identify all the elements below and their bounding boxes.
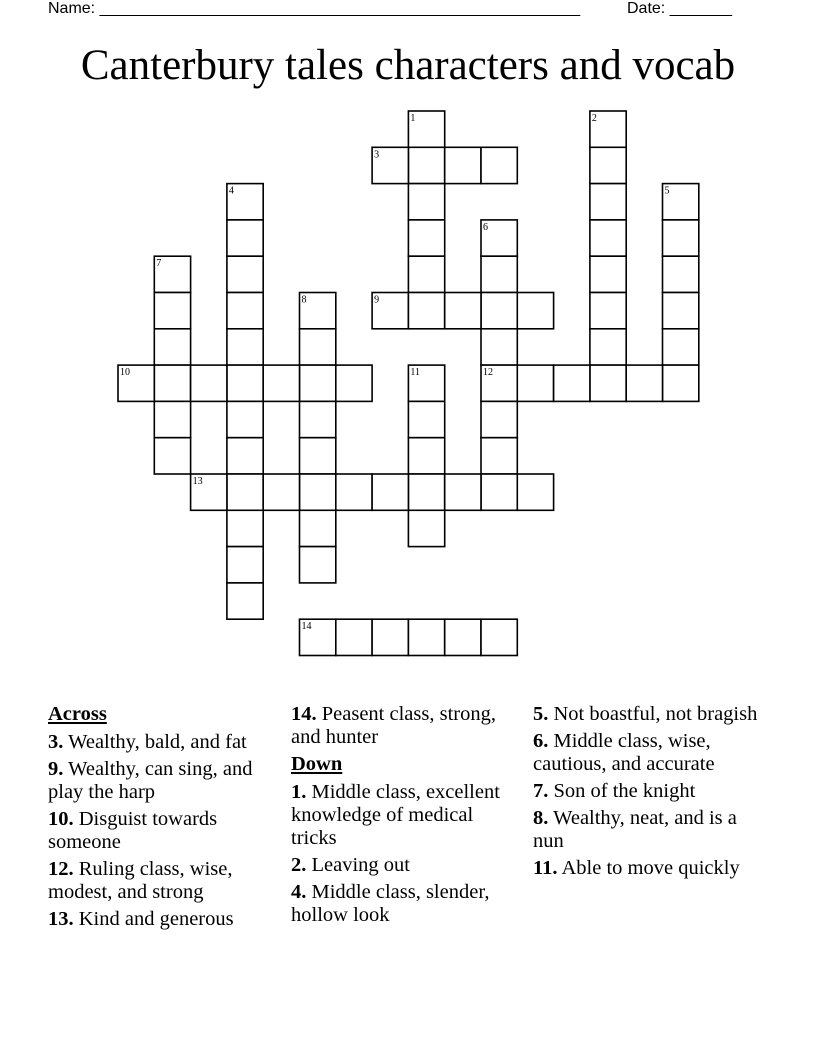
grid-cell[interactable] <box>445 474 481 510</box>
page-title: Canterbury tales characters and vocab <box>80 42 736 89</box>
grid-cell[interactable] <box>154 329 190 365</box>
clue-number-4: 4 <box>228 185 234 197</box>
grid-cell[interactable] <box>590 329 626 365</box>
grid-cell[interactable] <box>227 438 263 474</box>
grid-cell[interactable] <box>300 401 336 437</box>
grid-cell[interactable] <box>300 474 336 510</box>
grid-cell[interactable] <box>481 401 517 437</box>
grid-cell[interactable] <box>517 474 553 510</box>
clue-down-6: 6. Middle class, wise, cautious, and accurate <box>533 730 715 775</box>
grid-cell[interactable] <box>481 147 517 183</box>
grid-cell[interactable] <box>663 256 699 292</box>
clues-column-1 <box>48 703 278 935</box>
clue-down-5: 5. Not boastful, not bragish <box>533 703 758 725</box>
down-heading: Down <box>291 753 343 775</box>
grid-cell[interactable] <box>663 220 699 256</box>
grid-cell[interactable] <box>408 220 444 256</box>
grid-cell[interactable] <box>590 184 626 220</box>
grid-cell[interactable] <box>227 510 263 546</box>
grid-cell[interactable] <box>336 619 372 655</box>
grid-cell[interactable] <box>227 329 263 365</box>
grid-cell[interactable] <box>481 619 517 655</box>
grid-cell[interactable] <box>517 365 553 401</box>
grid-cell[interactable] <box>227 220 263 256</box>
grid-cell[interactable] <box>300 329 336 365</box>
grid-cell[interactable] <box>481 329 517 365</box>
grid-cell[interactable] <box>227 256 263 292</box>
grid-cell[interactable] <box>154 438 190 474</box>
grid-cell[interactable] <box>445 619 481 655</box>
grid-cell[interactable] <box>300 438 336 474</box>
clue-across-14: 14. Peasent class, strong, and hunter <box>291 703 496 748</box>
clue-down-1: 1. Middle class, excellent knowledge of medical tricks <box>291 781 500 849</box>
clue-number-8: 8 <box>301 294 307 306</box>
grid-cell[interactable] <box>445 147 481 183</box>
grid-cell[interactable] <box>263 365 299 401</box>
grid-cell[interactable] <box>227 474 263 510</box>
grid-cell[interactable] <box>517 293 553 329</box>
clue-down-8: 8. Wealthy, neat, and is a nun <box>533 807 737 852</box>
grid-cell[interactable] <box>263 474 299 510</box>
grid-cell[interactable] <box>590 256 626 292</box>
grid-cell[interactable] <box>336 365 372 401</box>
grid-cell[interactable] <box>590 147 626 183</box>
grid-cell[interactable] <box>590 293 626 329</box>
clue-number-13: 13 <box>192 476 203 487</box>
clue-number-2: 2 <box>591 113 597 124</box>
grid-cell[interactable] <box>554 365 590 401</box>
clue-number-9: 9 <box>374 294 380 306</box>
grid-cell[interactable] <box>300 365 336 401</box>
clue-down-11: 11. Able to move quickly <box>533 857 740 879</box>
grid-cell[interactable] <box>227 293 263 329</box>
clue-down-7: 7. Son of the knight <box>533 780 696 802</box>
clue-down-2: 2. Leaving out <box>291 854 410 876</box>
grid-cell[interactable] <box>408 619 444 655</box>
clue-number-11: 11 <box>410 367 421 379</box>
grid-cell[interactable] <box>372 474 408 510</box>
grid-cell[interactable] <box>227 583 263 619</box>
clue-number-3: 3 <box>374 149 380 161</box>
grid-cell[interactable] <box>227 365 263 401</box>
grid-cell[interactable] <box>408 293 444 329</box>
name-field-label: Name: ______________________________________________________ <box>48 0 581 17</box>
clues-column-2 <box>291 703 523 931</box>
grid-cell[interactable] <box>191 365 227 401</box>
grid-cell[interactable] <box>408 256 444 292</box>
grid-cell[interactable] <box>154 293 190 329</box>
grid-cell[interactable] <box>590 220 626 256</box>
clue-across-13: 13. Kind and generous <box>48 908 234 930</box>
clue-down-4: 4. Middle class, slender, hollow look <box>291 881 490 926</box>
grid-cell[interactable] <box>300 547 336 583</box>
clue-number-12: 12 <box>483 367 493 379</box>
grid-cell[interactable] <box>154 365 190 401</box>
clue-number-10: 10 <box>120 367 130 379</box>
grid-cell[interactable] <box>408 510 444 546</box>
grid-cell[interactable] <box>663 365 699 401</box>
clue-number-1: 1 <box>410 113 416 124</box>
grid-cell[interactable] <box>300 510 336 546</box>
clue-number-5: 5 <box>664 185 670 197</box>
clue-across-3: 3. Wealthy, bald, and fat <box>48 731 247 753</box>
grid-cell[interactable] <box>408 438 444 474</box>
grid-cell[interactable] <box>590 365 626 401</box>
clues-column-3 <box>533 703 763 884</box>
clue-number-14: 14 <box>301 621 312 633</box>
grid-cell[interactable] <box>481 438 517 474</box>
grid-cell[interactable] <box>408 401 444 437</box>
grid-cell[interactable] <box>626 365 662 401</box>
grid-cell[interactable] <box>372 619 408 655</box>
grid-cell[interactable] <box>227 401 263 437</box>
grid-cell[interactable] <box>445 293 481 329</box>
clue-across-9: 9. Wealthy, can sing, and play the harp <box>48 758 253 803</box>
grid-cell[interactable] <box>408 147 444 183</box>
grid-cell[interactable] <box>408 184 444 220</box>
grid-cell[interactable] <box>408 474 444 510</box>
date-field-label: Date: _______ <box>627 0 732 17</box>
grid-cell[interactable] <box>663 293 699 329</box>
grid-cell[interactable] <box>481 256 517 292</box>
clue-number-7: 7 <box>156 258 162 270</box>
clue-across-12: 12. Ruling class, wise, modest, and strong <box>48 858 233 903</box>
grid-cell[interactable] <box>336 474 372 510</box>
clue-across-10: 10. Disguist towards someone <box>48 808 218 853</box>
across-heading: Across <box>48 703 107 725</box>
grid-cell[interactable] <box>227 547 263 583</box>
grid-cell[interactable] <box>663 329 699 365</box>
grid-cell[interactable] <box>481 474 517 510</box>
grid-cell[interactable] <box>154 401 190 437</box>
grid-cell[interactable] <box>481 293 517 329</box>
clue-number-6: 6 <box>483 221 488 233</box>
